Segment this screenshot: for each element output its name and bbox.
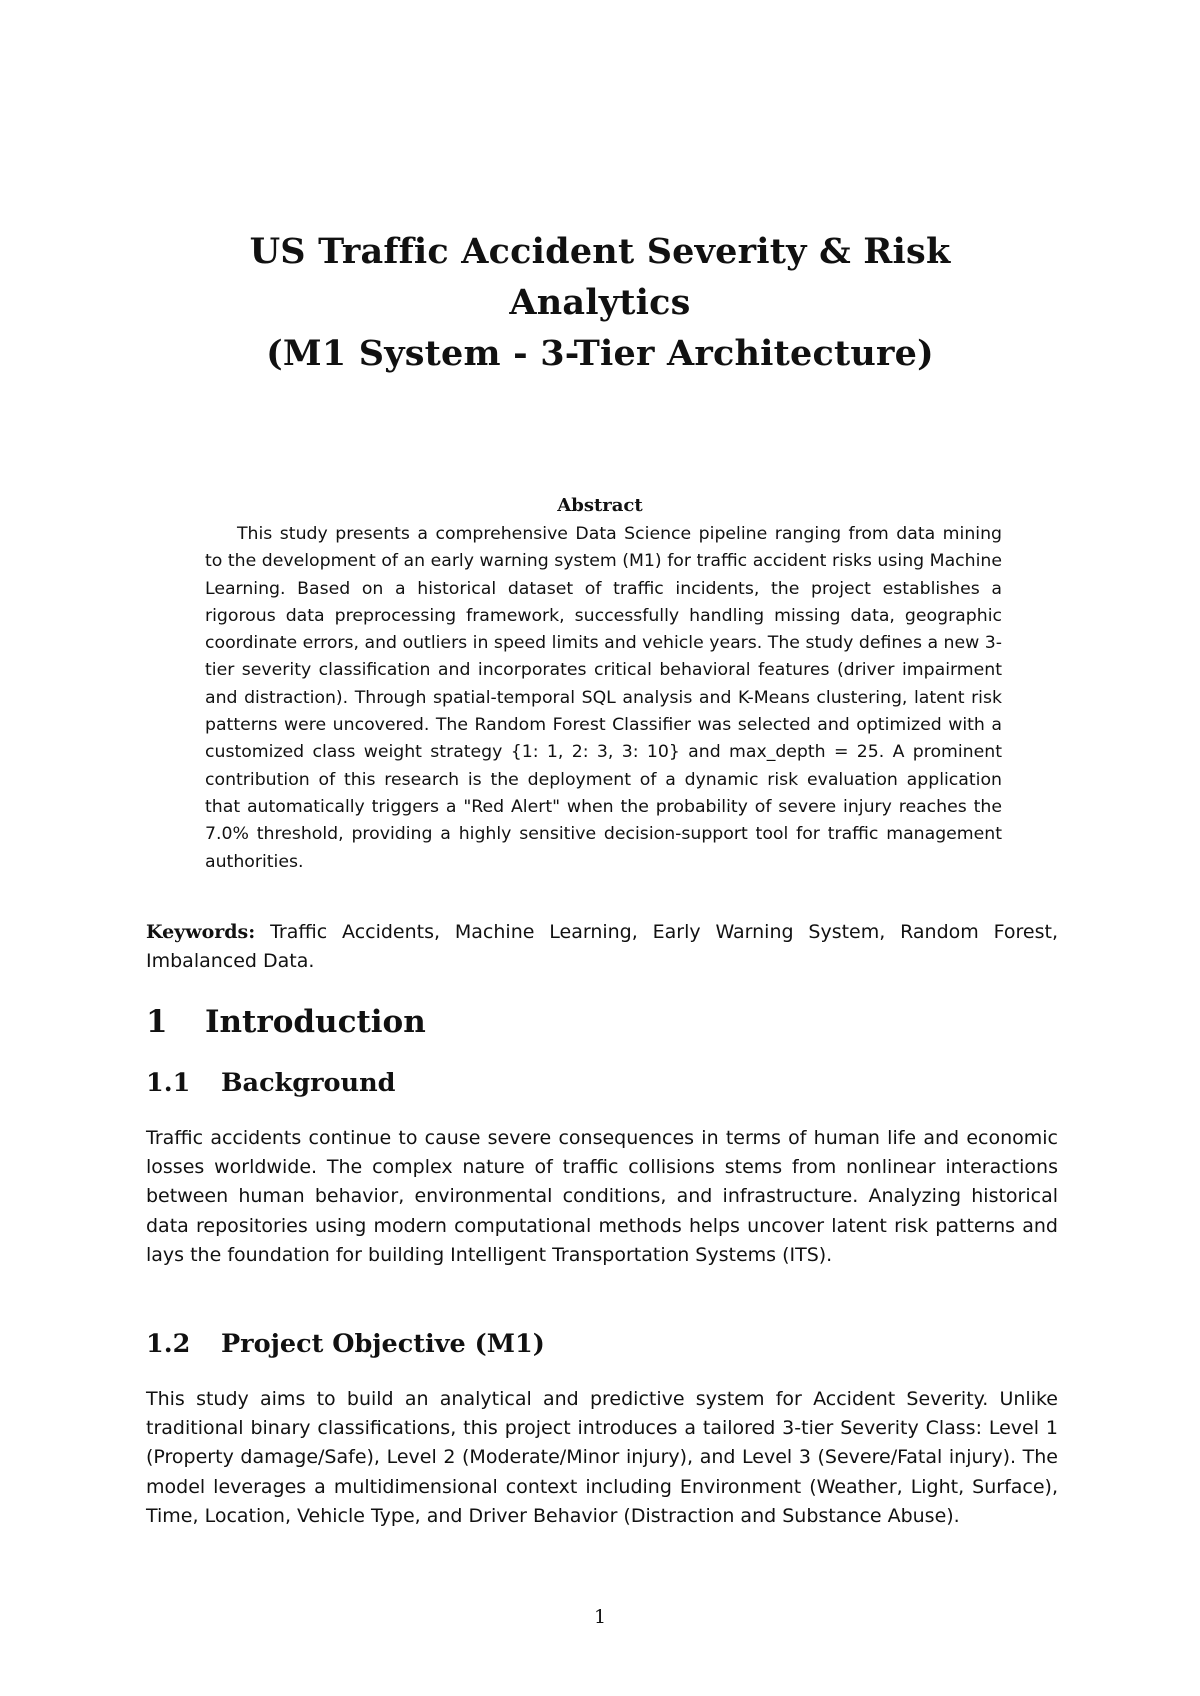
subsection-number: 1.1 — [146, 1068, 191, 1098]
subsection-heading-background — [146, 1066, 395, 1100]
subsection-number: 1.2 — [146, 1329, 191, 1359]
title-line-2: Analytics — [509, 282, 691, 323]
section-title: Introduction — [205, 1004, 426, 1040]
subsection-title: Background — [221, 1068, 396, 1098]
keywords-text: Traffic Accidents, Machine Learning, Early Warning System, Random Forest, Imbalanced Data. — [146, 921, 1058, 972]
section-heading-introduction — [146, 1002, 426, 1042]
background-paragraph: Traffic accidents continue to cause severe consequences in terms of human life and economic losses worldwide. The complex nature of traffic collisions stems from nonlinear interactions between human behavior, environmental conditions, and infrastructure. Analyzing historical data repositories using modern computational methods helps uncover latent risk patterns and lays the foundation for building Intelligent Transportation Systems (ITS). — [146, 1127, 1058, 1266]
title-line-1: US Traffic Accident Severity & Risk — [249, 231, 951, 272]
abstract-heading: Abstract — [557, 495, 643, 516]
keywords-label: Keywords: — [146, 921, 256, 943]
keywords — [146, 918, 1058, 976]
subsection-heading-project-objective — [146, 1327, 545, 1361]
paper-title — [150, 226, 1050, 379]
section-number: 1 — [146, 1004, 168, 1040]
subsection-title: Project Objective (M1) — [221, 1329, 545, 1359]
project-objective-paragraph: This study aims to build an analytical and predictive system for Accident Severity. Unlike traditional binary classifications, this project introduces a tailored 3-tier Severity Class: Level 1 (Property damage/Safe), Level 2 (Moderate/Minor injury), and Level 3 (Severe/Fatal injury). The model leverages a multidimensional context including Environment (Weather, Light, Surface), Time, Location, Vehicle Type, and Driver Behavior (Distraction and Substance Abuse). — [146, 1388, 1058, 1527]
page-number: 1 — [593, 1606, 607, 1628]
title-line-3: (M1 System - 3-Tier Architecture) — [266, 333, 934, 374]
abstract-text: This study presents a comprehensive Data Science pipeline ranging from data mining to the development of an early warning system (M1) for traffic accident risks using Machine Learning. Based on a historical dataset of traffic incidents, the project establishes a rigorous data preprocessing framework, successfully handling missing data, geographic coordinate errors, and outliers in speed limits and vehicle years. The study defines a new 3-tier severity classification and incorporates critical behavioral features (driver impairment and distraction). Through spatial-temporal SQL analysis and K-Means clustering, latent risk patterns were uncovered. The Random Forest Classifier was selected and optimized with a customized class weight strategy {1: 1, 2: 3, 3: 10} and max_depth = 25. A prominent contribution of this research is the deployment of a dynamic risk evaluation application that automatically triggers a "Red Alert" when the probability of severe injury reaches the 7.0% threshold, providing a highly sensitive decision-support tool for traffic management authorities. — [205, 524, 1002, 872]
